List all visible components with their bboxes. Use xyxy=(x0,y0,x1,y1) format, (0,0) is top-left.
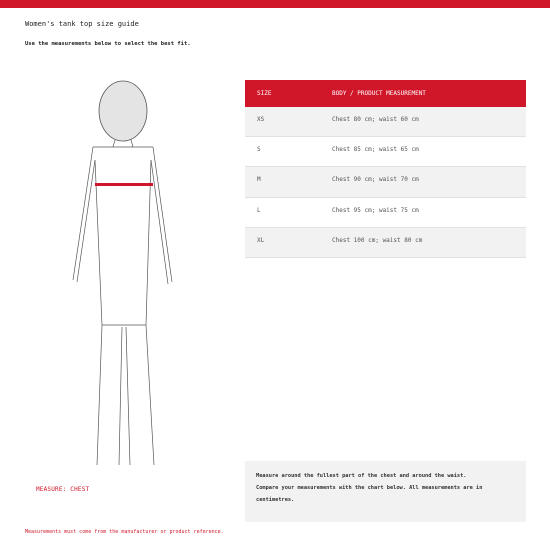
body-figure-diagram xyxy=(60,75,200,470)
measure-chest-label: MEASURE: CHEST xyxy=(36,486,90,493)
instruction-line-2: Compare your measurements with the chart below. All measurements are in centimetres. xyxy=(256,485,483,503)
table-header xyxy=(245,80,526,107)
figure-neck-right xyxy=(131,140,133,147)
table-row xyxy=(245,228,526,258)
measurement-cell: Chest 90 cm; waist 70 cm xyxy=(332,176,419,184)
figure-head xyxy=(99,81,147,141)
column-header-measurement: BODY / PRODUCT MEASUREMENT xyxy=(332,90,426,97)
table-row xyxy=(245,137,526,167)
figure-right-leg-outer xyxy=(146,325,154,465)
instruction-line-1: Measure around the fullest part of the chest and around the waist. xyxy=(256,473,467,479)
measurement-cell: Chest 80 cm; waist 60 cm xyxy=(332,116,419,123)
size-cell: XL xyxy=(257,236,265,244)
table-row xyxy=(245,198,526,228)
figure-left-arm-outer xyxy=(73,147,93,280)
size-cell: S xyxy=(257,146,261,154)
figure-right-leg-inner xyxy=(126,327,130,465)
measurement-cell: Chest 95 cm; waist 75 cm xyxy=(332,206,419,214)
instructions-box xyxy=(245,461,526,522)
figure-neck-left xyxy=(113,140,115,147)
size-cell: L xyxy=(257,206,261,214)
size-table xyxy=(245,80,526,258)
figure-left-leg-outer xyxy=(97,325,102,465)
page-title: Women's tank top size guide xyxy=(25,20,139,28)
measurement-cell: Chest 85 cm; waist 65 cm xyxy=(332,146,419,154)
body-figure-svg xyxy=(60,75,200,470)
chest-measure-line xyxy=(95,183,153,186)
page-subtitle: Use the measurements below to select the best fit. xyxy=(25,41,191,47)
measurement-cell: Chest 100 cm; waist 80 cm xyxy=(332,236,423,244)
footer-note: Measurements must come from the manufacturer or product reference. xyxy=(25,529,224,535)
size-cell: XS xyxy=(257,116,265,123)
figure-right-arm-outer xyxy=(153,147,172,282)
size-cell: M xyxy=(257,176,261,184)
figure-right-arm-inner xyxy=(151,160,168,284)
figure-left-leg-inner xyxy=(119,327,122,465)
table-row xyxy=(245,107,526,137)
figure-left-arm-inner xyxy=(77,160,95,282)
top-accent-bar xyxy=(0,0,550,8)
column-header-size: SIZE xyxy=(257,90,272,97)
table-row xyxy=(245,167,526,197)
